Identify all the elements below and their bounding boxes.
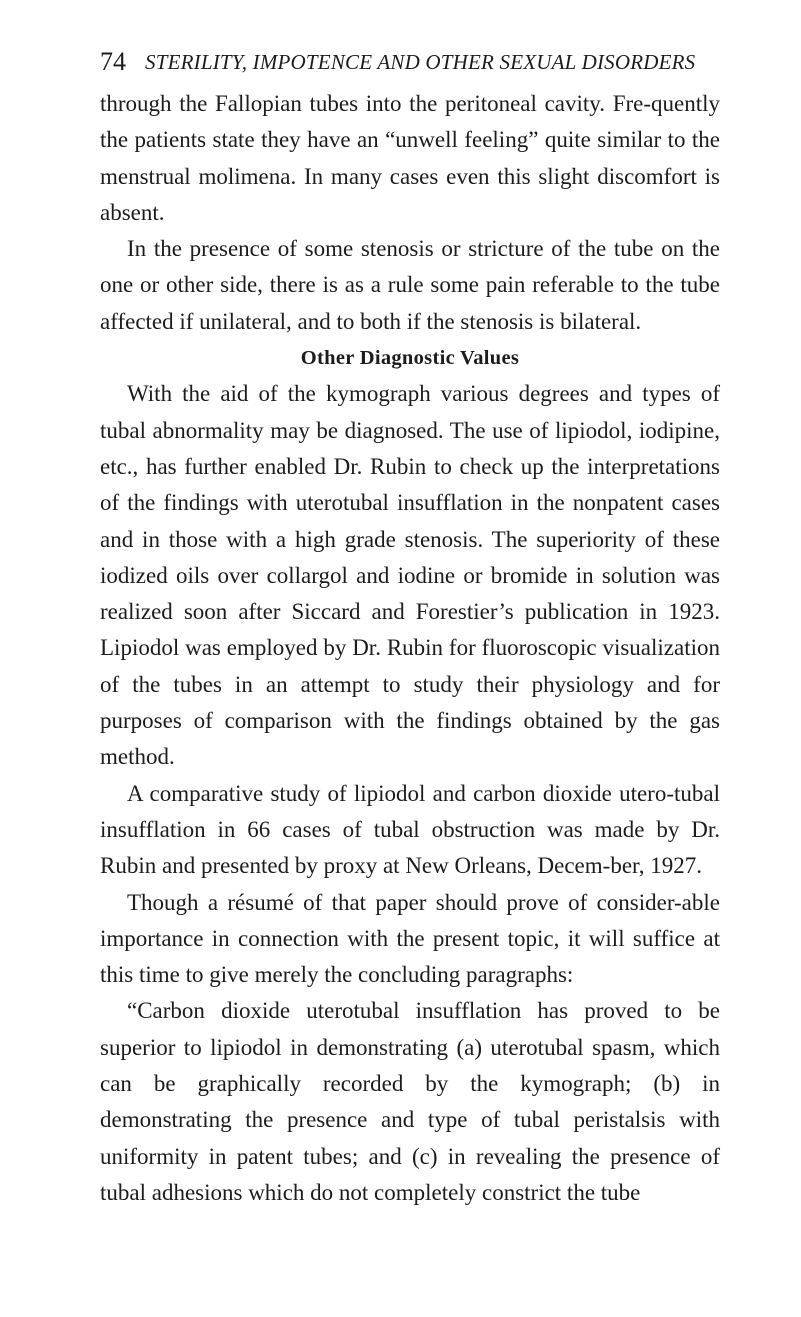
paragraph-continuation: through the Fallopian tubes into the peritoneal cavity. Fre-quently the patients state they have an “unwell feeling” quite similar to the menstrual molimena. In many cases even this slight discomfort is absent. (100, 91, 720, 225)
paragraph-resume: Though a résumé of that paper should prove of consider-able importance in connection with the present topic, it will suffice at this time to give merely the concluding paragraphs: (100, 889, 720, 988)
page-number: 74 (100, 47, 126, 76)
paragraph-kymograph: With the aid of the kymograph various degrees and types of tubal abnormality may be diagnosed. The use of lipiodol, iodipine, etc., has further enabled Dr. Rubin to check up the interpretations of the findings with uterotubal insufflation in the nonpatent cases and in those with a high grade stenosis. The superiority of these iodized oils over collargol and iodine or bromide in solution was realized soon after Siccard and Forestier’s publication in 1923. Lipiodol was employed by Dr. Rubin for fluoroscopic visualization of the tubes in an attempt to study their physiology and for purposes of comparison with the findings obtained by the gas method. (100, 381, 720, 770)
body-text (100, 86, 720, 1211)
paragraph-comparative-study: A comparative study of lipiodol and carbon dioxide utero-tubal insufflation in 66 cases of tubal obstruction was made by Dr. Rubin and presented by proxy at New Orleans, Decem-ber, 1927. (100, 780, 720, 879)
section-heading: Other Diagnostic Values (300, 347, 520, 370)
paragraph-quotation: “Carbon dioxide uterotubal insufflation has proved to be superior to lipiodol in demonstrating (a) uterotubal spasm, which can be graphically recorded by the kymograph; (b) in demonstrating the presence and type of tubal peristalsis with uniformity in patent tubes; and (c) in revealing the presence of tubal adhesions which do not completely constrict the tube (100, 998, 720, 1205)
running-head: STERILITY, IMPOTENCE AND OTHER SEXUAL DISORDERS (145, 50, 696, 74)
page-header (100, 46, 720, 78)
paragraph-stenosis: In the presence of some stenosis or stricture of the tube on the one or other side, there is as a rule some pain referable to the tube affected if unilateral, and to both if the stenosis is bilateral. (100, 236, 720, 334)
